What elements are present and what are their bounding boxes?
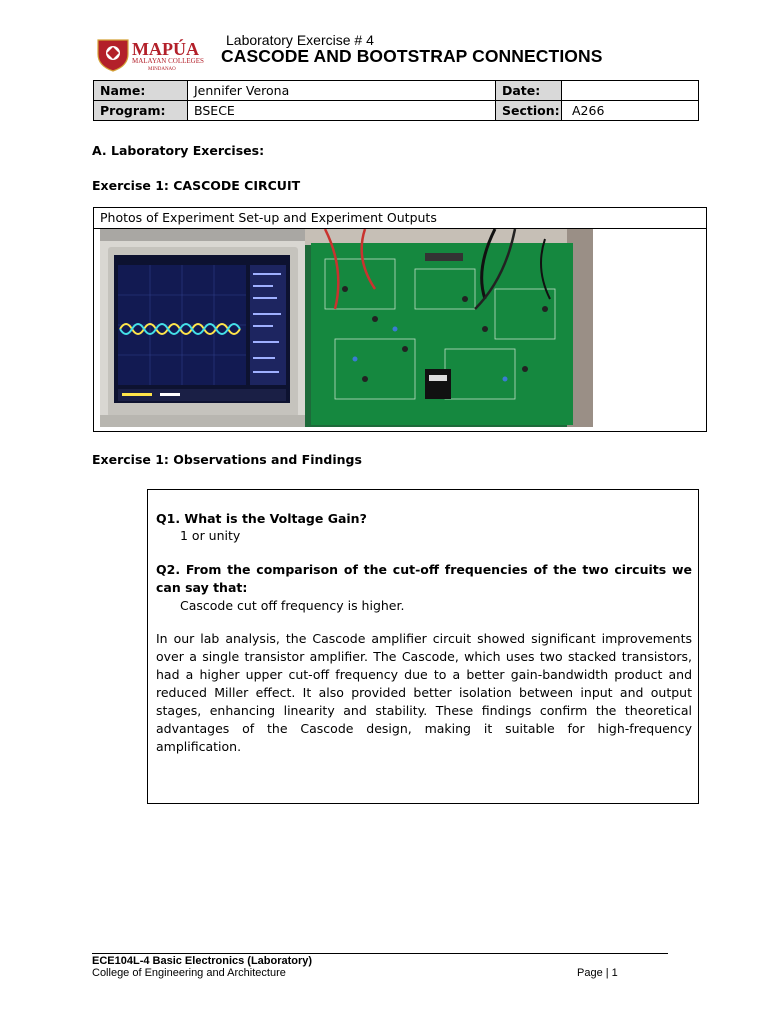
shield-icon — [98, 40, 128, 71]
question-2: Q2. From the comparison of the cut-off frequencies of the two circuits we can say that: — [156, 562, 692, 595]
section-label: Section: — [496, 101, 562, 121]
footer-rule — [92, 953, 668, 954]
observations-heading: Exercise 1: Observations and Findings — [92, 452, 362, 467]
footer-page-number: Page | 1 — [577, 967, 618, 979]
answer-2: Cascode cut off frequency is higher. — [180, 598, 405, 613]
student-info-table — [93, 80, 699, 121]
logo-line2: MALAYAN COLLEGES — [132, 57, 204, 65]
answer-1: 1 or unity — [180, 528, 241, 543]
question-1: Q1. What is the Voltage Gain? — [156, 511, 367, 526]
photos-box — [93, 207, 707, 432]
oscilloscope-photo — [100, 229, 305, 427]
program-value: BSECE — [188, 101, 496, 121]
section-value: A266 — [562, 101, 699, 121]
name-label: Name: — [94, 81, 188, 101]
document-title: CASCODE AND BOOTSTRAP CONNECTIONS — [221, 46, 603, 66]
mapua-logo — [96, 38, 208, 72]
footer-college: College of Engineering and Architecture — [92, 967, 286, 979]
footer-course: ECE104L-4 Basic Electronics (Laboratory) — [92, 955, 313, 967]
date-label: Date: — [496, 81, 562, 101]
exercise-number: Laboratory Exercise # 4 — [226, 32, 374, 48]
name-value: Jennifer Verona — [188, 81, 496, 101]
program-label: Program: — [94, 101, 188, 121]
observations-box — [147, 489, 699, 804]
findings-paragraph: In our lab analysis, the Cascode amplifier circuit showed significant improvements over a single transistor amplifier. The Cascode, which uses two stacked transistors, had a higher upper cut-off frequency due to a better gain-bandwidth product and reduced Miller effect. It also provided better isolation between input and output stages, enhancing linearity and stability. These findings confirm the theoretical advantages of the Cascode design, making it suitable for high-frequency amplification. — [156, 631, 692, 754]
info-row-2 — [94, 101, 699, 121]
logo-name: MAPÚA — [132, 39, 199, 59]
date-value — [562, 81, 699, 101]
exercise1-heading: Exercise 1: CASCODE CIRCUIT — [92, 178, 301, 193]
lab-exercises-heading: A. Laboratory Exercises: — [92, 143, 265, 158]
photos-heading: Photos of Experiment Set-up and Experiment Outputs — [94, 208, 706, 229]
info-row-1 — [94, 81, 699, 101]
logo-line3: MINDANAO — [148, 67, 176, 72]
circuit-board-photo — [305, 229, 593, 427]
